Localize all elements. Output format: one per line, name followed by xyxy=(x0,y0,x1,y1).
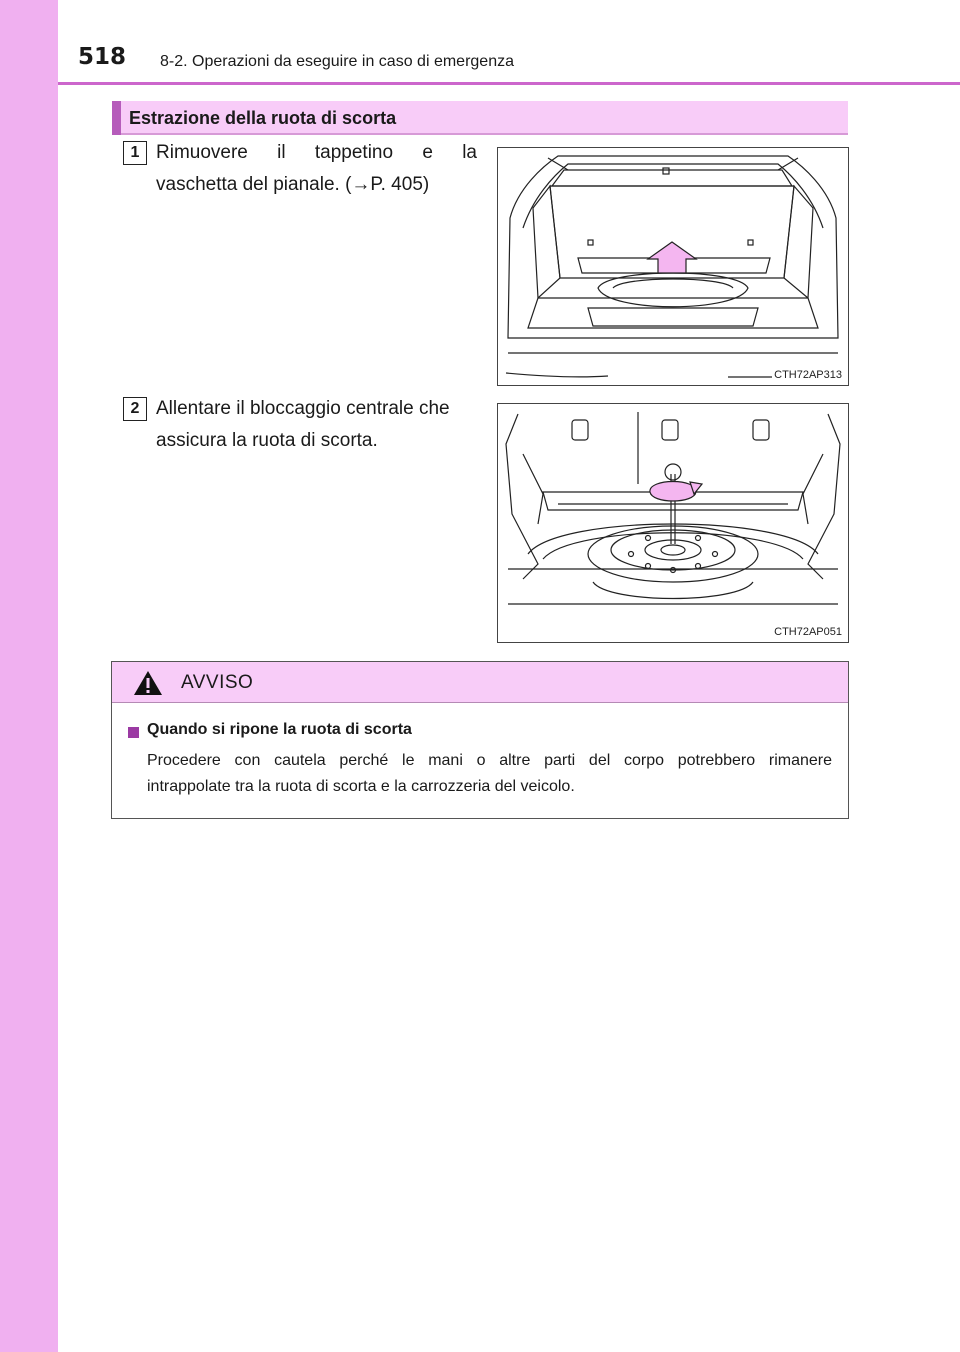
page-number: 518 xyxy=(78,44,127,70)
step-number-1: 1 xyxy=(123,141,147,165)
figure-code-2: CTH72AP051 xyxy=(774,626,842,638)
margin-color-band xyxy=(0,0,58,1352)
warning-body-line2: intrappolate tra la ruota di scorta e la carrozzeria del veicolo. xyxy=(147,778,575,795)
warning-box xyxy=(111,661,849,819)
warning-body-line1: Procedere con cautela perché le mani o altre parti del corpo potrebbero rimanere xyxy=(147,752,832,769)
warning-header xyxy=(112,662,848,703)
section-heading xyxy=(112,101,848,135)
step-2-text-line1: Allentare il bloccaggio centrale che xyxy=(156,398,450,419)
spare-wheel-illustration xyxy=(498,404,848,642)
bullet-square-icon xyxy=(128,727,139,738)
figure-trunk-mat-removal xyxy=(497,147,849,386)
step-1-text-line1: Rimuovere il tappetino e la xyxy=(156,142,477,163)
step-1-text-line2: vaschetta del pianale. (→P. 405) xyxy=(156,174,430,195)
section-title: Estrazione della ruota di scorta xyxy=(129,108,397,128)
figure-spare-wheel-lock xyxy=(497,403,849,643)
chapter-title: 8-2. Operazioni da eseguire in caso di emergenza xyxy=(160,53,514,70)
warning-label: AVVISO xyxy=(181,672,254,693)
section-accent xyxy=(112,101,121,135)
trunk-floor-illustration xyxy=(498,148,848,385)
warning-triangle-icon xyxy=(132,669,164,697)
warning-body xyxy=(147,748,832,800)
warning-subtitle: Quando si ripone la ruota di scorta xyxy=(147,721,412,738)
step-2-text-line2: assicura la ruota di scorta. xyxy=(156,430,378,451)
step-number-2: 2 xyxy=(123,397,147,421)
header-divider xyxy=(58,82,960,85)
figure-code-1: CTH72AP313 xyxy=(774,369,842,381)
